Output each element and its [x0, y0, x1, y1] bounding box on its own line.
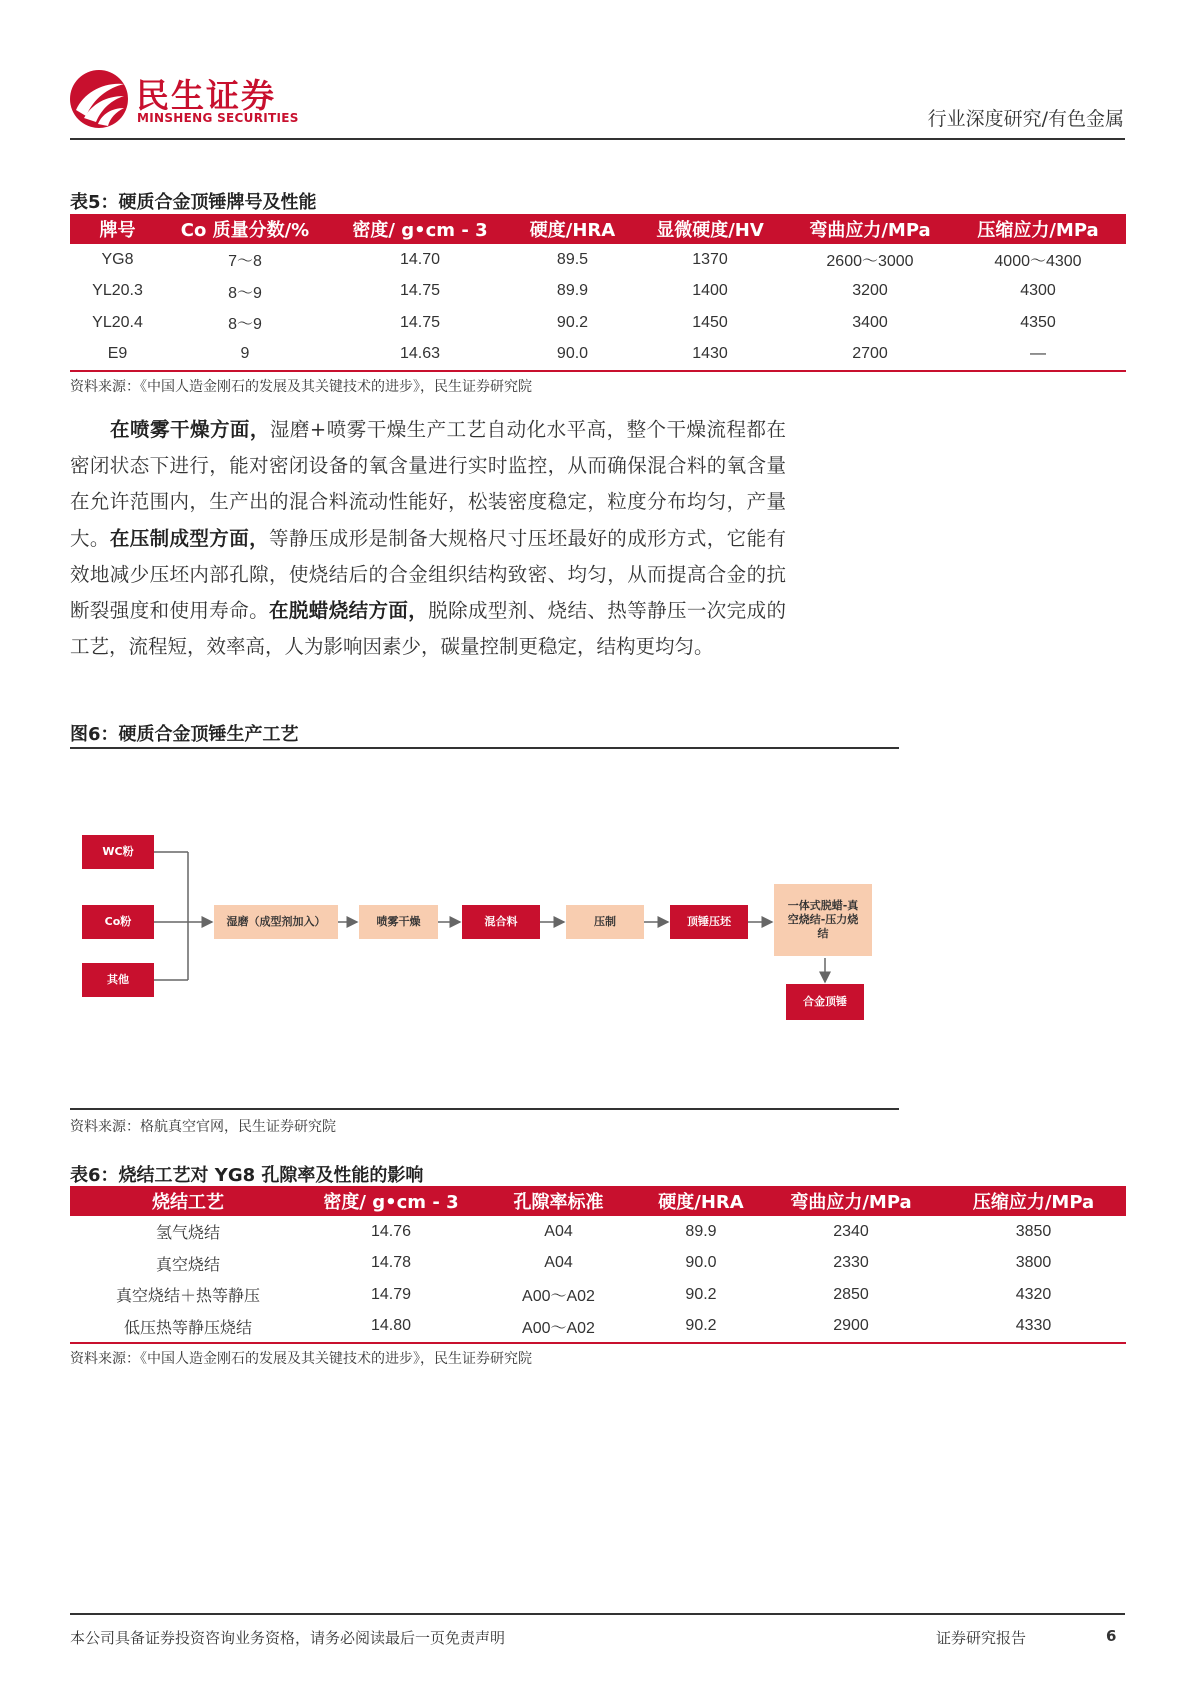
table5-header-cell: Co 质量分数/%: [165, 214, 325, 244]
table-cell: 2330: [833, 1254, 869, 1272]
body-paragraph: [70, 412, 786, 665]
table-cell: 14.63: [399, 345, 441, 363]
flow-box-integrated-sinter: 一体式脱蜡-真空烧结-压力烧结: [774, 884, 872, 956]
table6-header-row: [70, 1186, 1126, 1216]
table-cell: 89.9: [556, 282, 589, 300]
table-cell: 1430: [692, 345, 728, 363]
table-cell: A00～A02: [522, 1288, 595, 1306]
table-cell: 2600～3000: [826, 253, 914, 271]
report-category: 行业深度研究/有色金属: [927, 108, 1124, 130]
table6-header-cell: 压缩应力/MPa: [941, 1186, 1126, 1216]
table6-source: 资料来源：《中国人造金刚石的发展及其关键技术的进步》，民生证券研究院: [70, 1351, 532, 1367]
table-cell: 14.75: [399, 313, 441, 331]
table6-header-cell: 孔隙率标准: [476, 1186, 641, 1216]
figure-bottom-divider: [70, 1108, 899, 1110]
table-cell: 14.75: [399, 282, 441, 300]
table5-header-cell: 硬度/HRA: [515, 214, 630, 244]
flow-box-wet-mill: 湿磨（成型剂加入）: [214, 905, 338, 939]
table5-source: 资料来源：《中国人造金刚石的发展及其关键技术的进步》，民生证券研究院: [70, 379, 532, 395]
table5-header-cell: 弯曲应力/MPa: [790, 214, 950, 244]
table-cell: 真空烧结: [155, 1256, 220, 1274]
logo-text-cn: 民生证券: [136, 76, 276, 115]
flow-box-press: 压制: [566, 905, 644, 939]
flow-box-co-powder: Co粉: [82, 905, 154, 939]
table6-header-cell: 弯曲应力/MPa: [761, 1186, 941, 1216]
table-cell: 1450: [692, 313, 728, 331]
table-cell: 3800: [1015, 1254, 1052, 1272]
flow-box-anvil-blank: 顶锤压坯: [670, 905, 748, 939]
flow-box-product: 合金顶锤: [786, 984, 864, 1020]
table-cell: 4300: [1020, 282, 1056, 300]
table-cell: 1400: [692, 282, 728, 300]
table-cell: 3400: [852, 313, 888, 331]
table-cell: 89.9: [685, 1222, 717, 1240]
table5-header-cell: 压缩应力/MPa: [950, 214, 1126, 244]
para-bold-press: 在压制成型方面，: [109, 526, 270, 550]
table-cell: 2850: [833, 1285, 869, 1303]
table-cell: 1370: [692, 250, 728, 268]
company-logo-icon: [70, 70, 128, 128]
table-cell: 2340: [833, 1222, 869, 1240]
table-cell: 90.2: [685, 1317, 717, 1335]
table-cell: 3850: [1015, 1222, 1052, 1240]
flow-box-other: 其他: [82, 963, 154, 997]
table6-title: 表6：烧结工艺对 YG8 孔隙率及性能的影响: [70, 1165, 424, 1186]
para-text-press: 等静压成形是制备大规格尺寸压坯最好的成形方式，它能有效地减少压坯内部孔隙，使烧结后的合金组织结构致密、均匀，从而提高合金的抗断裂强度和使用寿命。: [70, 526, 786, 623]
table5-header-cell: 密度/ g•cm - 3: [325, 214, 515, 244]
table6: [70, 1186, 1126, 1344]
header-divider: [70, 138, 1125, 140]
table-cell: 90.2: [556, 313, 589, 331]
table-row: [70, 339, 1126, 372]
table-cell: 14.70: [399, 250, 441, 268]
table-cell: YL20.3: [92, 282, 143, 300]
table-row: [70, 276, 1126, 308]
table-cell: 8～9: [228, 284, 262, 302]
figure6-title: 图6：硬质合金顶锤生产工艺: [70, 724, 299, 745]
table-cell: 3200: [852, 282, 888, 300]
table-cell: 8～9: [228, 316, 262, 334]
logo-text-en: MINSHENG SECURITIES: [137, 111, 299, 125]
table-cell: 9: [240, 345, 250, 363]
table-cell: 89.5: [556, 250, 589, 268]
para-bold-sinter: 在脱蜡烧结方面，: [269, 599, 429, 623]
table6-header-cell: 烧结工艺: [70, 1186, 306, 1216]
table-row: [70, 1279, 1126, 1311]
table5-title: 表5：硬质合金顶锤牌号及性能: [70, 192, 317, 213]
table-row: [70, 1311, 1126, 1344]
table-cell: A04: [544, 1222, 573, 1240]
table6-header-cell: 硬度/HRA: [641, 1186, 761, 1216]
flow-box-spray-dry: 喷雾干燥: [359, 905, 438, 939]
table-cell: 真空烧结＋热等静压: [115, 1288, 260, 1306]
table5-header-cell: 牌号: [70, 214, 165, 244]
table-cell: YL20.4: [92, 313, 143, 331]
process-flow-diagram: [70, 800, 899, 1040]
table-cell: 14.79: [370, 1285, 412, 1303]
para-bold-spray: 在喷雾干燥方面，: [110, 418, 270, 441]
table-cell: 4000～4300: [994, 253, 1082, 271]
table-cell: 4350: [1020, 313, 1056, 331]
table-cell: 2700: [852, 345, 888, 363]
table-cell: YG8: [101, 250, 134, 268]
table-cell: A04: [544, 1254, 573, 1272]
table-cell: 氢气烧结: [155, 1225, 220, 1243]
table-row: [70, 244, 1126, 276]
table-cell: A00～A02: [522, 1319, 595, 1337]
footer-divider: [70, 1613, 1125, 1615]
table5-header-cell: 显微硬度/HV: [630, 214, 790, 244]
table-cell: 7～8: [228, 253, 262, 271]
flow-box-mixture: 混合料: [462, 905, 540, 939]
flow-box-wc-powder: WC粉: [82, 835, 154, 869]
table-cell: —: [1030, 345, 1046, 363]
table-cell: 2900: [833, 1317, 869, 1335]
table-cell: 4330: [1015, 1317, 1052, 1335]
table-cell: 14.76: [370, 1222, 412, 1240]
para-text-sinter: 脱除成型剂、烧结、热等静压一次完成的工艺，流程短，效率高，人为影响因素少，碳量控制更稳定，结构更均匀。: [70, 599, 786, 659]
table-cell: 4320: [1015, 1285, 1052, 1303]
table-cell: 14.80: [370, 1317, 412, 1335]
table-row: [70, 1248, 1126, 1280]
figure-top-divider: [70, 747, 899, 749]
table-cell: 90.0: [685, 1254, 717, 1272]
table-cell: 90.0: [556, 345, 589, 363]
table5-header-row: [70, 214, 1126, 244]
table-row: [70, 307, 1126, 339]
table-row: [70, 1216, 1126, 1248]
table-cell: 低压热等静压烧结: [123, 1319, 252, 1337]
table5: [70, 214, 1126, 372]
figure6-source: 资料来源：格航真空官网，民生证券研究院: [70, 1119, 336, 1135]
table6-header-cell: 密度/ g•cm - 3: [306, 1186, 476, 1216]
footer-report-type: 证券研究报告: [936, 1629, 1027, 1647]
table-cell: 14.78: [370, 1254, 412, 1272]
para-text-spray: 湿磨+喷雾干燥生产工艺自动化水平高，整个干燥流程都在密闭状态下进行，能对密闭设备的氧含量进行实时监控，从而确保混合料的氧含量在允许范围内，生产出的混合料流动性能好，松装密度稳定，粒度分布均匀，产量大。: [70, 418, 786, 550]
footer-disclaimer: 本公司具备证券投资咨询业务资格，请务必阅读最后一页免责声明: [70, 1629, 506, 1647]
table-cell: 90.2: [685, 1285, 717, 1303]
table-cell: E9: [107, 345, 128, 363]
page-number: 6: [1106, 1627, 1117, 1645]
